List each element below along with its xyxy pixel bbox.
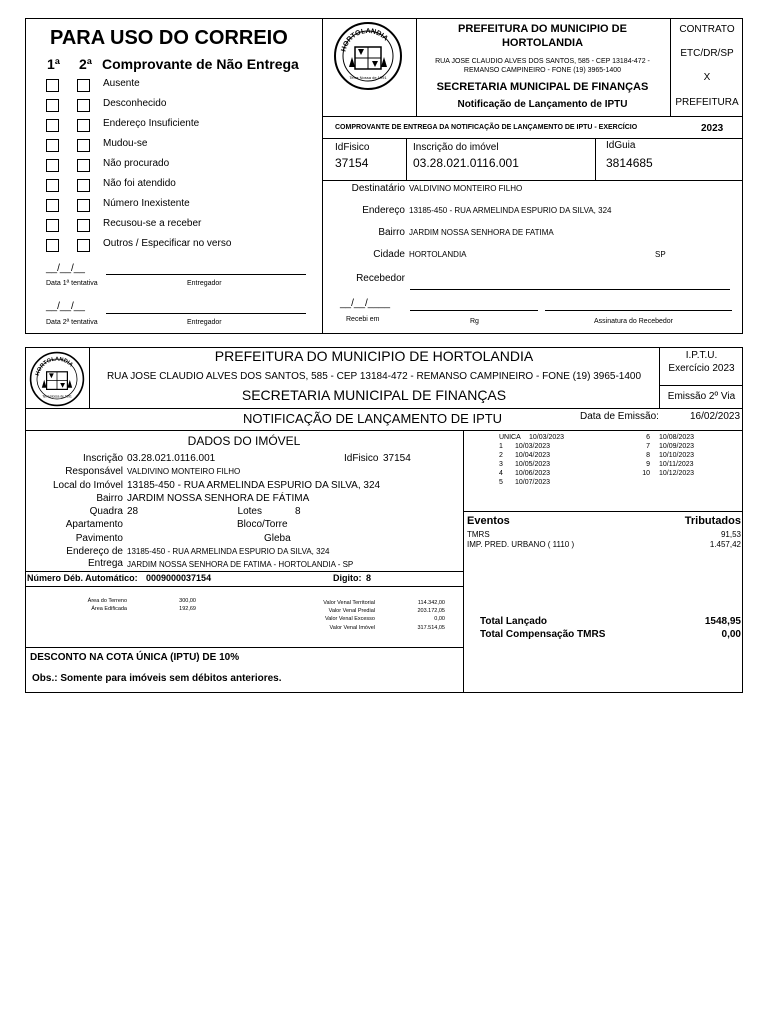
address-line-1: RUA JOSE CLAUDIO ALVES DOS SANTOS, 585 - CEP 13184-472 - xyxy=(435,58,650,65)
evento-name: IMP. PRED. URBANO ( 1110 ) xyxy=(467,540,575,549)
reason-label: Recusou-se a receber xyxy=(103,218,202,229)
installment-date: 10/12/2023 xyxy=(659,470,695,477)
responsavel-value: VALDIVINO MONTEIRO FILHO xyxy=(127,467,241,476)
quadra-value: 28 xyxy=(127,506,139,517)
idguia-label: IdGuia xyxy=(606,140,636,151)
notification-title: NOTIFICAÇÃO DE LANÇAMENTO DE IPTU xyxy=(243,411,503,426)
total-comp-label: Total Compensação TMRS xyxy=(480,629,606,640)
checkbox-1-nao-atendido[interactable] xyxy=(46,179,59,192)
bairro-label: Bairro xyxy=(378,227,405,238)
checkbox-2-endereco-insuficiente[interactable] xyxy=(77,119,90,132)
exercicio-value: 2023 xyxy=(701,123,724,134)
deliverer-2-label: Entregador xyxy=(187,319,222,326)
date-2-field[interactable]: __/__/__ xyxy=(46,301,85,312)
svg-text:Terra Nossa de 1991: Terra Nossa de 1991 xyxy=(42,394,72,399)
divider xyxy=(25,571,463,572)
divider xyxy=(25,586,463,587)
local-label: Local do Imóvel xyxy=(52,480,123,491)
recebedor-line[interactable] xyxy=(410,289,730,290)
city-seal-icon xyxy=(333,21,403,91)
gleba-label: Gleba xyxy=(264,533,291,544)
etc-label: ETC/DR/SP xyxy=(680,48,734,59)
bloco-label: Bloco/Torre xyxy=(237,519,288,530)
deliverer-1-label: Entregador xyxy=(187,280,222,287)
installment-number: 2 xyxy=(499,452,503,459)
idfisico-value: 37154 xyxy=(383,453,411,464)
recebi-date-field[interactable]: __/__/____ xyxy=(340,298,391,309)
installment-number: UNICA xyxy=(499,434,521,441)
installment-number: 5 xyxy=(499,479,503,486)
address-line-2: REMANSO CAMPINEIRO - FONE (19) 3965-1400 xyxy=(463,67,622,74)
bairro-label: Bairro xyxy=(96,493,123,504)
evento-value: 91,53 xyxy=(720,530,741,539)
obs-text: Obs.: Somente para imóveis sem débitos anteriores. xyxy=(32,673,282,684)
divider xyxy=(25,430,743,431)
checkbox-1-mudou-se[interactable] xyxy=(46,139,59,152)
inscricao-value: 03.28.021.0116.001 xyxy=(413,156,519,170)
installment-date: 10/06/2023 xyxy=(515,470,551,477)
divider xyxy=(322,116,743,117)
checkbox-2-mudou-se[interactable] xyxy=(77,139,90,152)
quadra-label: Quadra xyxy=(89,506,123,517)
installment-number: 7 xyxy=(646,443,650,450)
desconto-text: DESCONTO NA COTA ÚNICA (IPTU) DE 10% xyxy=(30,652,240,663)
checkbox-2-desconhecido[interactable] xyxy=(77,99,90,112)
divider xyxy=(25,647,463,648)
notice-title: PREFEITURA DO MUNICIPIO DE HORTOLANDIA xyxy=(214,348,534,364)
installment-date: 10/07/2023 xyxy=(515,479,551,486)
inscricao-value: 03.28.021.0116.001 xyxy=(127,453,216,464)
installment-number: 4 xyxy=(499,470,503,477)
prefeitura-label: PREFEITURA xyxy=(675,97,739,108)
endereco-value: 13185-450 - RUA ARMELINDA ESPURIO DA SILVA, 324 xyxy=(409,206,612,215)
lotes-label: Lotes xyxy=(237,506,262,517)
cidade-label: Cidade xyxy=(373,249,405,260)
installment-date: 10/04/2023 xyxy=(515,452,551,459)
data-emissao-label: Data de Emissão: xyxy=(580,411,659,422)
reason-label: Mudou-se xyxy=(103,138,148,149)
x-mark: X xyxy=(703,72,711,83)
digito-label: Digito: xyxy=(333,573,362,583)
reason-label: Endereço Insuficiente xyxy=(103,118,200,129)
recebedor-label: Recebedor xyxy=(356,273,405,284)
idfisico-value: 37154 xyxy=(335,156,369,170)
divider xyxy=(463,511,743,512)
vv-territorial-value: 114.342,00 xyxy=(417,600,445,606)
inscricao-label: Inscrição xyxy=(82,453,123,464)
checkbox-2-nao-atendido[interactable] xyxy=(77,179,90,192)
local-value: 13185-450 - RUA ARMELINDA ESPURIO DA SILVA, 324 xyxy=(127,480,381,491)
divider xyxy=(659,385,743,386)
emissao-label: Emissão 2º Via xyxy=(667,391,736,402)
installment-number: 3 xyxy=(499,461,503,468)
debito-label: Número Déb. Automático: xyxy=(27,573,138,583)
vv-imovel-label: Valor Venal Imóvel xyxy=(329,625,375,631)
installment-number: 1 xyxy=(499,443,503,450)
reason-label: Não procurado xyxy=(103,158,170,169)
idguia-value: 3814685 xyxy=(606,156,653,170)
evento-value: 1.457,42 xyxy=(709,540,741,549)
checkbox-2-ausente[interactable] xyxy=(77,79,90,92)
reason-label: Ausente xyxy=(103,78,140,89)
recebi-label: Recebi em xyxy=(346,316,380,323)
rg-label: Rg xyxy=(470,318,479,325)
tributados-header: Tributados xyxy=(684,515,741,527)
total-comp-value: 0,00 xyxy=(721,629,741,640)
receipt-subtitle: Comprovante de Não Entrega xyxy=(102,56,299,72)
debito-value: 0009000037154 xyxy=(146,573,212,583)
reason-label: Número Inexistente xyxy=(103,198,190,209)
total-lancado-value: 1548,95 xyxy=(704,616,741,627)
installment-number: 9 xyxy=(646,461,650,468)
rg-line[interactable] xyxy=(410,310,538,311)
deliverer-1-line[interactable] xyxy=(106,274,306,275)
cidade-value: HORTOLANDIA xyxy=(409,250,467,259)
area-terreno-value: 300,00 xyxy=(179,598,196,604)
installment-date: 10/03/2023 xyxy=(529,434,565,441)
city-seal-icon xyxy=(29,351,85,407)
divider xyxy=(25,408,743,409)
endereco-label: Endereço xyxy=(362,205,405,216)
date-1-field[interactable]: __/__/__ xyxy=(46,263,85,274)
comprovante-label: COMPROVANTE DE ENTREGA DA NOTIFICAÇÃO DE LANÇAMENTO DE IPTU - EXERCÍCIO xyxy=(335,124,638,131)
secretaria-label: SECRETARIA MUNICIPAL DE FINANÇAS xyxy=(436,81,649,93)
header-line-1: PREFEITURA DO MUNICIPIO DE xyxy=(458,23,627,35)
checkbox-1-nao-procurado[interactable] xyxy=(46,159,59,172)
apartamento-label: Apartamento xyxy=(65,519,123,530)
data-emissao-value: 16/02/2023 xyxy=(690,411,741,422)
idfisico-label: IdFisico xyxy=(344,453,379,464)
checkbox-1-recusou[interactable] xyxy=(46,219,59,232)
notification-label: Notificação de Lançamento de IPTU xyxy=(457,99,628,110)
eventos-header: Eventos xyxy=(467,515,510,527)
idfisico-label: IdFisico xyxy=(335,142,370,153)
divider xyxy=(322,180,743,181)
vv-excesso-value: 0,00 xyxy=(434,616,445,622)
divider xyxy=(595,138,596,180)
total-lancado-label: Total Lançado xyxy=(480,616,548,627)
installment-date: 10/05/2023 xyxy=(515,461,551,468)
bairro-value: JARDIM NOSSA SENHORA DE FATIMA xyxy=(409,228,554,237)
checkbox-2-numero-inexistente[interactable] xyxy=(77,199,90,212)
installment-number: 8 xyxy=(646,452,650,459)
deliverer-2-line[interactable] xyxy=(106,313,306,314)
checkbox-1-ausente[interactable] xyxy=(46,79,59,92)
checkbox-2-nao-procurado[interactable] xyxy=(77,159,90,172)
reason-label: Desconhecido xyxy=(103,98,167,109)
uf-value: SP xyxy=(655,250,666,259)
installment-date: 10/08/2023 xyxy=(659,434,695,441)
notice-address: RUA JOSE CLAUDIO ALVES DOS SANTOS, 585 - CEP 13184-472 - REMANSO CAMPINEIRO - FONE (19) 3965-1400 xyxy=(106,371,642,382)
pavimento-label: Pavimento xyxy=(75,533,123,544)
date-1-label: Data 1ª tentativa xyxy=(46,280,98,287)
entrega-label: Entrega xyxy=(87,558,123,569)
endereco-de-label: Endereço de xyxy=(66,546,123,557)
date-2-label: Data 2ª tentativa xyxy=(46,319,98,326)
iptu-label: I.P.T.U. xyxy=(685,350,718,361)
divider xyxy=(406,138,407,180)
exercicio-label: Exercício 2023 xyxy=(668,363,735,374)
svg-text:Terra Nossa de 1991: Terra Nossa de 1991 xyxy=(349,75,387,80)
reason-label: Outros / Especificar no verso xyxy=(103,238,232,249)
installment-number: 6 xyxy=(646,434,650,441)
divider xyxy=(416,18,417,117)
installment-date: 10/10/2023 xyxy=(659,452,695,459)
installment-date: 10/11/2023 xyxy=(659,461,694,468)
receipt-title: PARA USO DO CORREIO xyxy=(50,27,288,49)
divider xyxy=(670,18,671,117)
divider xyxy=(463,430,464,693)
checkbox-1-desconhecido[interactable] xyxy=(46,99,59,112)
reason-label: Não foi atendido xyxy=(103,178,176,189)
destinatario-label: Destinatário xyxy=(351,183,405,194)
checkbox-2-outros[interactable] xyxy=(77,239,90,252)
assinatura-line[interactable] xyxy=(545,310,732,311)
inscricao-label: Inscrição do imóvel xyxy=(413,142,499,153)
assinatura-label: Assinatura do Recebedor xyxy=(594,318,673,325)
area-edificada-value: 192,69 xyxy=(179,606,196,612)
contrato-label: CONTRATO xyxy=(679,24,735,35)
installment-number: 10 xyxy=(642,470,650,477)
vv-territorial-label: Valor Venal Territorial xyxy=(323,600,375,606)
area-edificada-label: Área Edificada xyxy=(91,606,127,612)
bairro-value: JARDIM NOSSA SENHORA DE FÁTIMA xyxy=(127,493,310,504)
lotes-value: 8 xyxy=(295,506,301,517)
digito-value: 8 xyxy=(366,573,372,583)
via-1-label: 1ª xyxy=(47,56,60,72)
installment-date: 10/03/2023 xyxy=(515,443,551,450)
vv-excesso-label: Valor Venal Excesso xyxy=(324,616,375,622)
seal-text: HORTOLANDIA xyxy=(34,356,74,377)
checkbox-2-recusou[interactable] xyxy=(77,219,90,232)
responsavel-label: Responsável xyxy=(65,466,123,477)
header-line-2: HORTOLANDIA xyxy=(501,37,584,49)
vv-predial-value: 203.172,05 xyxy=(417,608,445,614)
checkbox-1-outros[interactable] xyxy=(46,239,59,252)
vv-predial-label: Valor Venal Predial xyxy=(328,608,375,614)
checkbox-1-numero-inexistente[interactable] xyxy=(46,199,59,212)
notice-secretaria: SECRETARIA MUNICIPAL DE FINANÇAS xyxy=(241,387,507,403)
checkbox-1-endereco-insuficiente[interactable] xyxy=(46,119,59,132)
entrega-value: JARDIM NOSSA SENHORA DE FATIMA - HORTOLANDIA - SP xyxy=(127,560,354,569)
via-2-label: 2ª xyxy=(79,56,92,72)
endereco-de-value: 13185-450 - RUA ARMELINDA ESPURIO DA SILVA, 324 xyxy=(127,547,330,556)
divider xyxy=(322,138,743,139)
evento-name: TMRS xyxy=(467,530,490,539)
destinatario-value: VALDIVINO MONTEIRO FILHO xyxy=(409,184,523,193)
seal-text: HORTOLANDIA xyxy=(340,27,390,53)
vv-imovel-value: 317.514,05 xyxy=(417,625,445,631)
dados-title: DADOS DO IMÓVEL xyxy=(187,434,301,448)
area-terreno-label: Área do Terreno xyxy=(87,598,127,604)
installment-date: 10/09/2023 xyxy=(659,443,695,450)
